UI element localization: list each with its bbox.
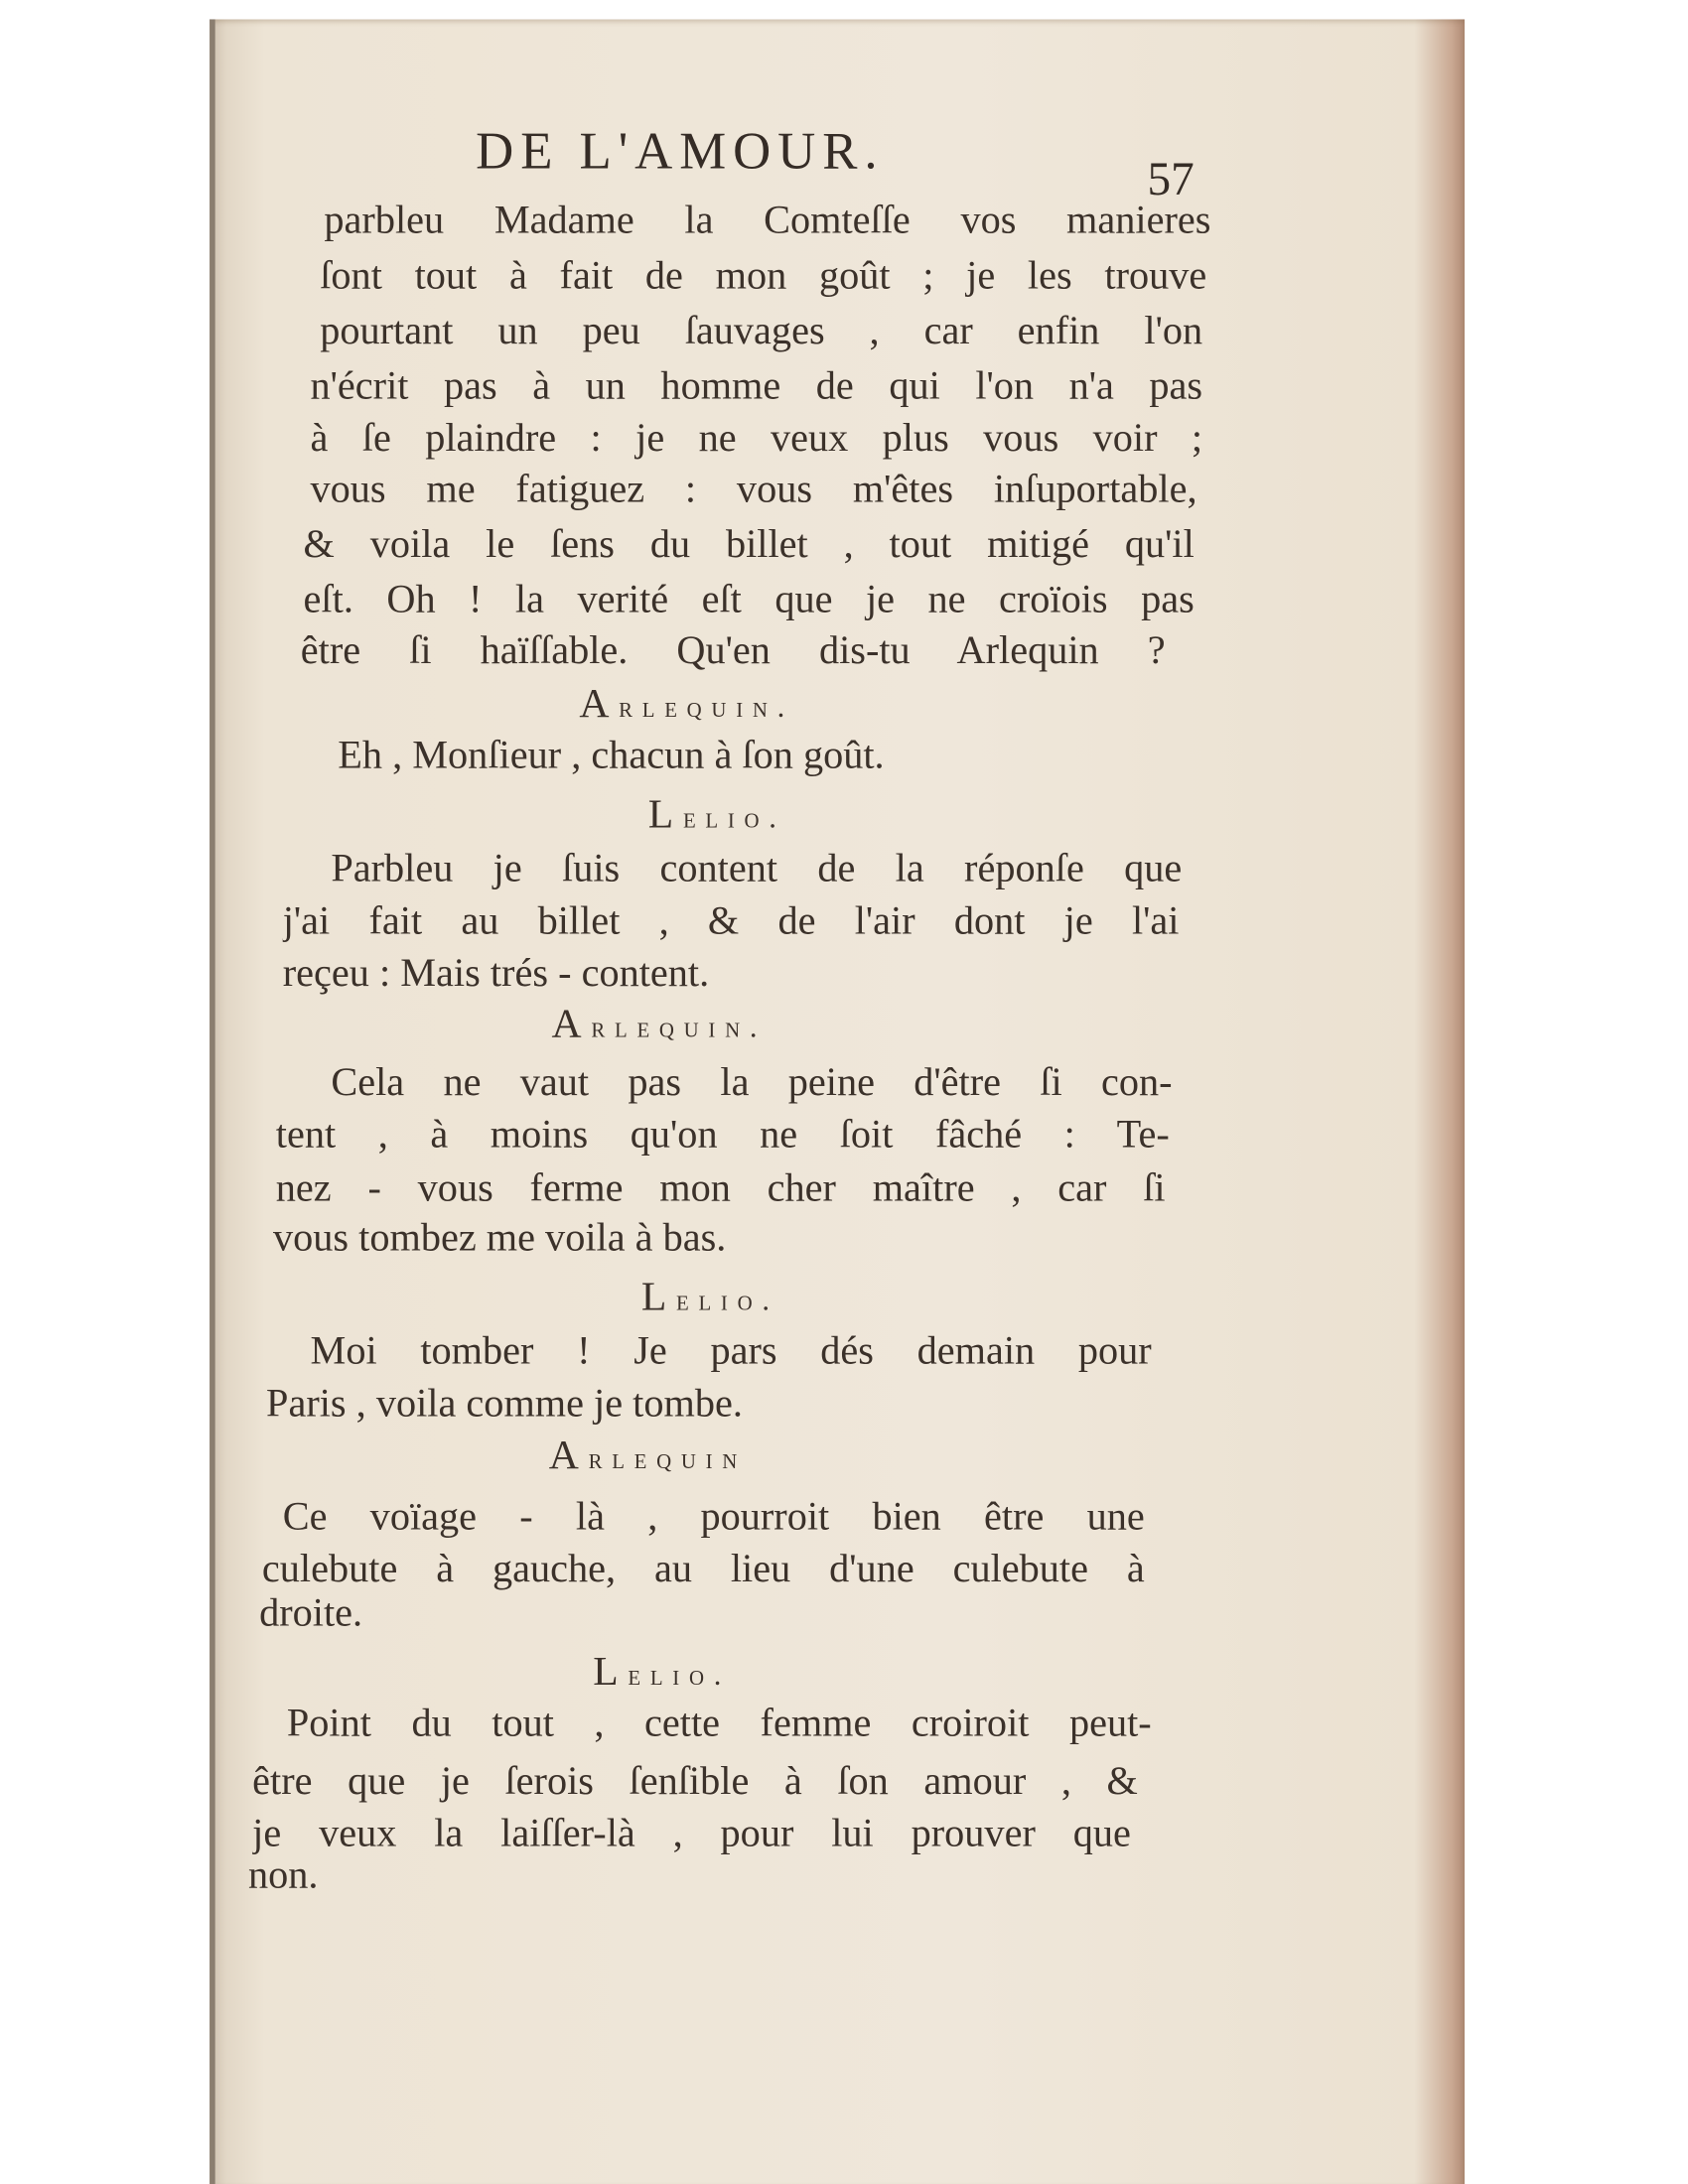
text-line: n'écrit pas à un homme de qui l'on n'a pas — [310, 363, 1203, 409]
speaker-name: Lelio. — [640, 1274, 779, 1320]
running-title: DE L'AMOUR. — [476, 122, 885, 181]
text-line: reçeu : Mais trés - content. — [282, 951, 710, 996]
text-line: parbleu Madame la Comteſſe vos manieres — [324, 199, 1211, 243]
text-line: être ſi haïſſable. Qu'en dis-tu Arlequin ? — [300, 628, 1166, 673]
text-line: ſont tout à fait de mon goût ; je les trouve — [320, 253, 1207, 299]
speaker-name: Lelio. — [647, 791, 786, 838]
speaker-name: Arlequin. — [579, 681, 795, 727]
text-line: eſt. Oh ! la verité eſt que je ne croïois pas — [303, 577, 1195, 622]
text-line: Paris , voila comme je tombe. — [266, 1381, 743, 1427]
text-line: Cela ne vaut pas la peine d'être ſi con- — [331, 1060, 1173, 1105]
page-number: 57 — [1147, 154, 1195, 205]
speaker-name: Lelio. — [593, 1649, 732, 1695]
text-line: Moi tomber ! Je pars dés demain pour — [310, 1328, 1152, 1374]
text-line: Point du tout , cette femme croiroit peut- — [286, 1701, 1152, 1746]
text-line: & voila le ſens du billet , tout mitigé qu'il — [303, 522, 1195, 567]
text-line: être que je ſerois ſenſible à ſon amour , & — [252, 1759, 1138, 1804]
text-line: culebute à gauche, au lieu d'une culebute à — [261, 1547, 1145, 1591]
text-line: Parbleu je ſuis content de la réponſe que — [331, 846, 1183, 891]
text-line: Ce voïage - là , pourroit bien être une — [282, 1494, 1145, 1540]
text-line: je veux la laiſſer-là , pour lui prouver que — [252, 1812, 1131, 1856]
text-line: Eh , Monſieur , chacun à ſon goût. — [338, 733, 885, 778]
speaker-name: Arlequin. — [551, 1001, 768, 1047]
text-line: nez - vous ferme mon cher maître , car ſi — [275, 1166, 1166, 1211]
text-line: vous tombez me voila à bas. — [273, 1216, 727, 1261]
text-line: droite. — [259, 1590, 363, 1636]
page-gutter-edge — [210, 19, 215, 2184]
speaker-name: Arlequin — [548, 1433, 748, 1478]
text-line: vous me fatiguez : vous m'êtes inſuportable, — [310, 467, 1197, 512]
text-line: non. — [248, 1852, 319, 1898]
text-line: à ſe plaindre : je ne veux plus vous voir ; — [310, 416, 1203, 461]
text-line: tent , à moins qu'on ne ſoit fâché : Te- — [275, 1112, 1170, 1158]
text-line: j'ai fait au billet , & de l'air dont je l'ai — [282, 898, 1180, 944]
text-line: pourtant un peu ſauvages , car enfin l'on — [320, 309, 1203, 353]
